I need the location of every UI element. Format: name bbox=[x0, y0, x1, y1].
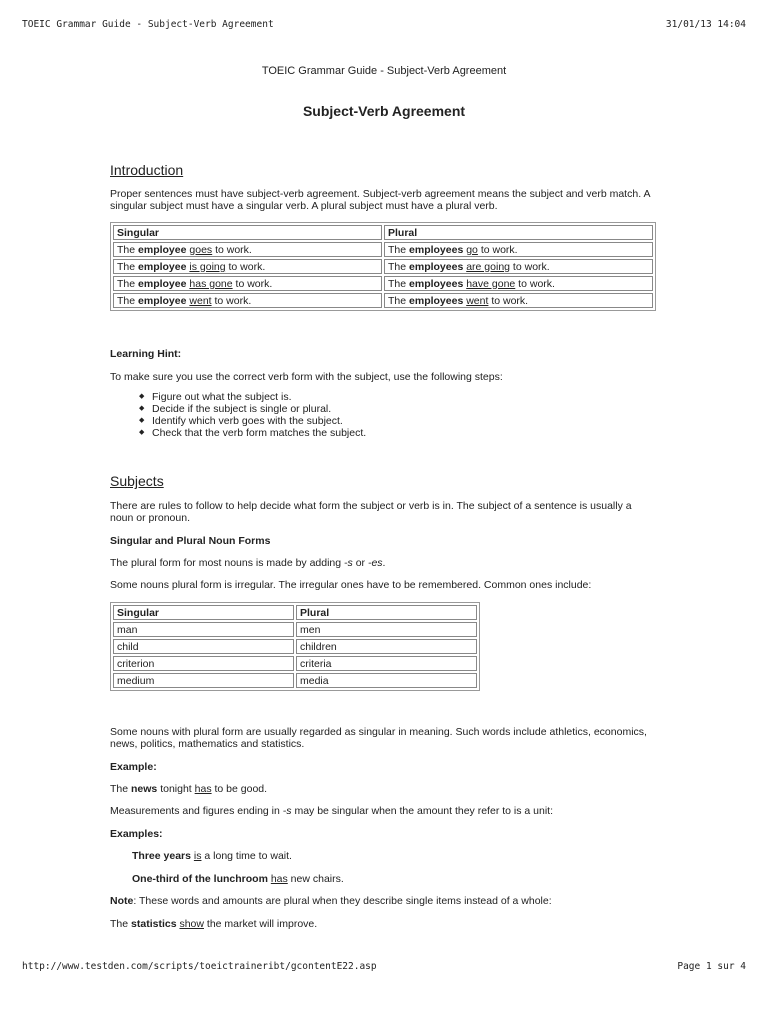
header-datetime: 31/01/13 14:04 bbox=[665, 19, 746, 30]
irregular-nouns-table bbox=[110, 602, 480, 691]
table-cell: media bbox=[296, 673, 477, 688]
list-item: ◆ Check that the verb form matches the subject. bbox=[132, 427, 366, 439]
table-row bbox=[113, 242, 653, 257]
table-cell: man bbox=[113, 622, 294, 637]
table-cell: criteria bbox=[296, 656, 477, 671]
irregular-table-body bbox=[113, 622, 477, 688]
footer-page-number: Page 1 sur 4 bbox=[677, 961, 746, 972]
irregular-header-plural: Plural bbox=[296, 605, 477, 620]
agreement-table bbox=[110, 222, 656, 311]
table-cell: The employee goes to work. bbox=[113, 242, 382, 257]
table-row bbox=[113, 276, 653, 291]
noun-forms-subheading: Singular and Plural Noun Forms bbox=[110, 535, 271, 547]
table-cell: The employees went to work. bbox=[384, 293, 653, 308]
table-row bbox=[113, 639, 477, 654]
agreement-header-plural: Plural bbox=[384, 225, 653, 240]
irregular-text: Some nouns plural form is irregular. The irregular ones have to be remembered. Common ones include: bbox=[110, 579, 592, 591]
subjects-text: There are rules to follow to help decide what form the subject or verb is in. The subject of a sentence is usually a noun or pronoun. bbox=[110, 500, 632, 524]
example-sentence-news: The news tonight has to be good. bbox=[110, 783, 268, 795]
table-cell: child bbox=[113, 639, 294, 654]
table-cell: children bbox=[296, 639, 477, 654]
table-row bbox=[113, 673, 477, 688]
example-sentence-statistics: The statistics show the market will improve. bbox=[110, 918, 318, 930]
agreement-header-singular: Singular bbox=[113, 225, 382, 240]
plural-rule-text: The plural form for most nouns is made by adding -s or -es. bbox=[110, 557, 386, 569]
table-cell: The employee is going to work. bbox=[113, 259, 382, 274]
singular-meaning-text: Some nouns with plural form are usually regarded as singular in meaning. Such words include athletics, economics, news, politics, mathematics and statistics. bbox=[110, 726, 647, 750]
subjects-heading: Subjects bbox=[110, 473, 164, 489]
steps-list bbox=[132, 391, 366, 439]
table-cell: The employees have gone to work. bbox=[384, 276, 653, 291]
list-item: ◆ Decide if the subject is single or plural. bbox=[132, 403, 366, 415]
irregular-header-singular: Singular bbox=[113, 605, 294, 620]
table-cell: men bbox=[296, 622, 477, 637]
table-cell: The employee has gone to work. bbox=[113, 276, 382, 291]
list-item: ◆ Figure out what the subject is. bbox=[132, 391, 366, 403]
table-row bbox=[113, 622, 477, 637]
introduction-heading: Introduction bbox=[110, 162, 184, 178]
example-sentence-years: Three years is a long time to wait. bbox=[132, 850, 292, 862]
table-row bbox=[113, 259, 653, 274]
table-cell: criterion bbox=[113, 656, 294, 671]
page-title: Subject-Verb Agreement bbox=[302, 103, 466, 119]
document-title: TOEIC Grammar Guide - Subject-Verb Agreement bbox=[261, 65, 507, 77]
measurements-text: Measurements and figures ending in -s may be singular when the amount they refer to is a unit: bbox=[110, 805, 554, 817]
table-row bbox=[113, 293, 653, 308]
example-sentence-lunchroom: One-third of the lunchroom has new chairs. bbox=[132, 873, 344, 885]
header-title: TOEIC Grammar Guide - Subject-Verb Agreement bbox=[22, 19, 274, 30]
introduction-text: Proper sentences must have subject-verb agreement. Subject-verb agreement means the subject and verb match. A singular subject must have a singular verb. A plural subject must have a plural verb. bbox=[110, 188, 650, 212]
table-cell: The employees go to work. bbox=[384, 242, 653, 257]
learning-hint-text: To make sure you use the correct verb form with the subject, use the following steps: bbox=[110, 371, 503, 383]
table-cell: The employees are going to work. bbox=[384, 259, 653, 274]
table-cell: The employee went to work. bbox=[113, 293, 382, 308]
learning-hint-label: Learning Hint: bbox=[110, 348, 182, 360]
table-row bbox=[113, 656, 477, 671]
list-item: ◆ Identify which verb goes with the subject. bbox=[132, 415, 366, 427]
example-label: Example: bbox=[110, 761, 157, 773]
examples-label: Examples: bbox=[110, 828, 163, 840]
agreement-table-body bbox=[113, 242, 653, 308]
footer-url: http://www.testden.com/scripts/toeictraineribt/gcontentE22.asp bbox=[22, 961, 377, 972]
note-text: Note: These words and amounts are plural when they describe single items instead of a whole: bbox=[110, 895, 552, 907]
table-cell: medium bbox=[113, 673, 294, 688]
